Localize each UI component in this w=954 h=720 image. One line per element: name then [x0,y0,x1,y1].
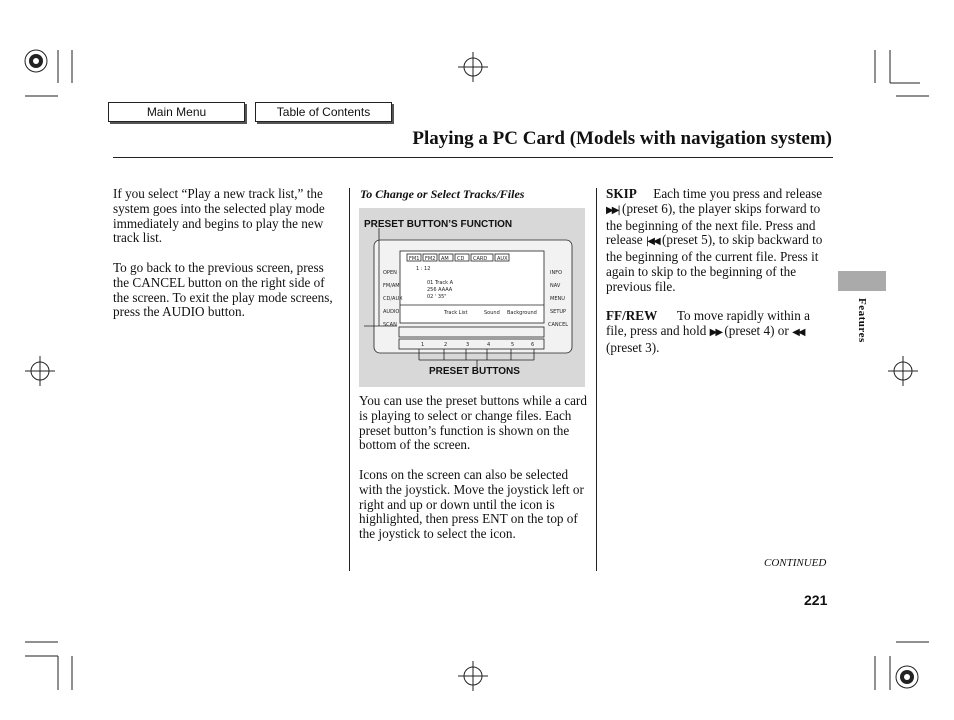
panel-btn-setup: SETUP [550,309,567,315]
preset-4: 4 [487,342,491,348]
column-divider-2 [596,188,597,571]
panel-btn-fmam: FM/AM [383,283,400,289]
skip-text: (preset 5), to skip backward to the beginning of the current file. Press it again to skip to the beginning of the previous file. [606,232,823,294]
ffrew-text: To move rapidly within a file, press and hold [606,308,810,339]
panel-btn-cdaux: CD/AUX [383,296,403,302]
band-label: AUX [497,256,508,262]
skip-forward-icon: ▶▶| [606,204,619,216]
band-label: FM1 [409,256,420,262]
figure-label-bottom: PRESET BUTTONS [429,366,520,377]
figure-label-top: PRESET BUTTON’S FUNCTION [364,219,513,230]
skip-back-icon: |◀◀ [645,236,659,248]
panel-btn-cancel: CANCEL [548,322,569,328]
middle-column [359,394,589,557]
preset-6: 6 [531,342,535,348]
soft-key-track-list: Track List [444,310,468,316]
rewind-icon: ◀◀ [792,327,804,339]
skip-heading: SKIP [606,186,637,201]
panel-btn-scan: SCAN [383,322,397,328]
left-column [113,187,341,335]
display-file: 256 AAAA [427,287,453,293]
band-label: CD [457,256,465,262]
preset-5: 5 [511,342,515,348]
right-column [606,187,834,371]
panel-btn-nav: NAV [550,283,561,289]
skip-text: Each time you press and release [653,186,823,201]
column-divider-1 [349,188,350,571]
radio-panel-illustration [359,208,585,387]
section-tab [838,271,886,291]
fast-forward-icon: ▶▶ [709,327,722,339]
main-menu-button[interactable]: Main Menu [108,102,245,122]
band-label: FM2 [425,256,436,262]
panel-btn-info: INFO [550,270,563,276]
body-paragraph: To go back to the previous screen, press the CANCEL button on the right side of the screen. To exit the play mode screens, press the AUDIO button. [113,259,333,320]
radio-figure [359,208,585,387]
preset-1: 1 [421,342,425,348]
band-label: AM [441,256,449,262]
preset-2: 2 [444,342,448,348]
panel-btn-menu: MENU [550,296,565,302]
panel-btn-open: OPEN [383,270,397,276]
table-of-contents-button[interactable]: Table of Contents [255,102,392,122]
ffrew-heading: FF/REW [606,308,658,324]
band-label: CARD [473,256,488,262]
page-number: 221 [804,592,828,608]
continued-note: CONTINUED [764,557,827,569]
figure-caption: To Change or Select Tracks/Files [360,187,525,201]
display-time: 1 : 12 [416,266,431,272]
ffrew-text: (preset 3). [606,339,660,355]
preset-3: 3 [466,342,470,348]
soft-key-background: Background [507,310,537,316]
body-paragraph: If you select “Play a new track list,” the system goes into the selected play mode immediately and begins to play the new track list. [113,186,325,246]
soft-key-sound: Sound [484,310,500,316]
ffrew-text: (preset 4) or [724,323,789,339]
body-paragraph: Icons on the screen can also be selected with the joystick. Move the joystick left or right and up or down until the icon is highlighted, then press ENT on the top of the joystick to select the icon. [359,466,584,542]
display-track: 01 Track A [427,280,454,286]
body-paragraph: You can use the preset buttons while a card is playing to select or change files. Each preset button’s function is shown on the bottom of the screen. [359,393,587,453]
page-title: Playing a PC Card (Models with navigation system) [412,128,832,149]
section-label: Features [856,298,868,343]
panel-btn-audio: AUDIO [383,309,400,315]
display-elapsed: 02 ' 35" [427,294,447,300]
title-rule [113,157,833,158]
skip-text: (preset 6), the player skips forward to the beginning of the next file. Press and release [606,200,821,248]
